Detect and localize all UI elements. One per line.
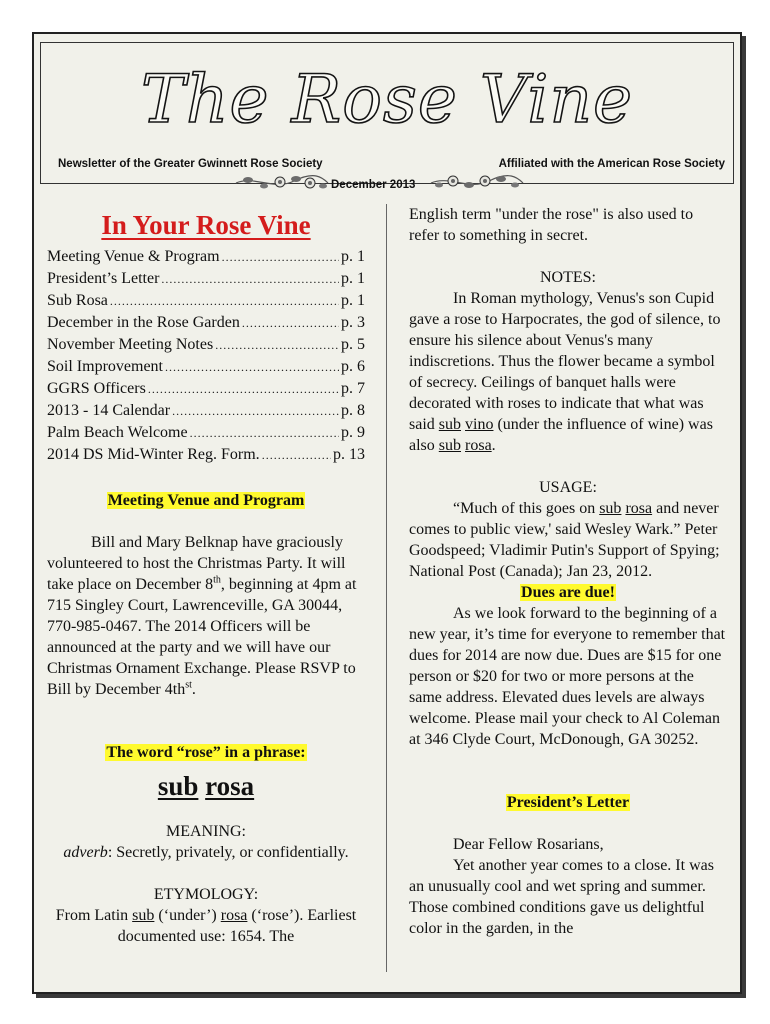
- toc-leader-dots: [148, 379, 339, 400]
- president-heading: [409, 792, 727, 813]
- meeting-text-2: , beginning at 4pm at 715 Singley Court, Lawrenceville, GA 30044, 770-985-0467. The 2014 Officers will be announced at the party and we will have our Christmas Ornament Exchange. Please RSVP to Bill by December 4th: [47, 576, 357, 698]
- notes-sub-1: sub: [438, 416, 462, 433]
- etym-rosa: rosa: [220, 907, 248, 924]
- toc-item: [47, 312, 365, 334]
- notes-paragraph: [409, 288, 727, 456]
- phrase-word-sub: sub: [157, 771, 199, 801]
- toc-item-page: p. 3: [341, 314, 365, 331]
- masthead: [40, 42, 734, 191]
- phrase-heading: [47, 742, 365, 763]
- meaning-part-of-speech: adverb: [63, 844, 108, 861]
- notes-part-c: .: [491, 437, 496, 454]
- toc-item: [47, 400, 365, 422]
- dues-heading: [409, 582, 727, 603]
- toc-item-page: p. 9: [341, 424, 365, 441]
- newsletter-title: The Rose Vine: [140, 61, 634, 138]
- toc-item: [47, 334, 365, 356]
- toc-leader-dots: [242, 313, 339, 334]
- toc-leader-dots: [172, 401, 339, 422]
- toc-leader-dots: [262, 445, 331, 466]
- toc-leader-dots: [190, 423, 339, 444]
- toc-item-label: November Meeting Notes: [47, 336, 214, 353]
- toc-item-label: 2013 - 14 Calendar: [47, 402, 171, 419]
- usage-heading: USAGE:: [539, 479, 597, 496]
- meeting-sup-2: st: [185, 679, 192, 691]
- toc-leader-dots: [161, 269, 339, 290]
- toc-item: [47, 356, 365, 378]
- toc-item-page: p. 13: [333, 446, 365, 463]
- toc-item-page: p. 1: [341, 292, 365, 309]
- newsletter-subtitle: Newsletter of the Greater Gwinnett Rose Society: [58, 158, 323, 170]
- column-divider: [386, 204, 387, 972]
- etym-part-c-left: (‘rose’). Earliest documented use: 1654. The: [117, 907, 357, 945]
- rose-vine-ornament-left-icon: [234, 171, 330, 193]
- issue-date: December 2013: [331, 179, 416, 191]
- toc-item-page: p. 1: [341, 270, 365, 287]
- notes-part-a: In Roman mythology, Venus's son Cupid gave a rose to Harpocrates, the god of silence, to ensure his silence about Venus's many indiscretions. Thus the flower became a symbol of secrecy. Ceilings of banquet halls were decorated with roses to indicate that what was said: [409, 290, 721, 433]
- dues-heading-text: Dues are due!: [521, 584, 615, 601]
- usage-part-b: and never comes to public view,' said Wesley Wark.” Peter Goodspeed; Vladimir Putin's Support of Spying; National Post (Canada); Jan 23, 2012.: [409, 500, 720, 580]
- toc-item-page: p. 5: [341, 336, 365, 353]
- affiliation-text: Affiliated with the American Rose Society: [498, 158, 725, 170]
- meeting-text-1: Bill and Mary Belknap have graciously volunteered to host the Christmas Party. It will take place on December 8: [47, 534, 346, 593]
- meaning-text: [47, 842, 365, 863]
- usage-part-a: “Much of this goes on: [453, 500, 600, 517]
- etymology-text-left: [47, 905, 365, 947]
- toc-item-label: 2014 DS Mid-Winter Reg. Form.: [47, 446, 260, 463]
- toc-item: [47, 246, 365, 268]
- notes-part-b: (under the influence of wine) was also: [409, 416, 713, 454]
- toc-item: [47, 378, 365, 400]
- meeting-heading-text: Meeting Venue and Program: [107, 492, 305, 509]
- right-column: [409, 204, 727, 939]
- meaning-definition: : Secretly, privately, or confidentially.: [107, 844, 349, 861]
- notes-vino: vino: [465, 416, 494, 433]
- newsletter-page: [32, 32, 742, 994]
- toc-item-label: Meeting Venue & Program: [47, 248, 220, 265]
- toc-item: [47, 444, 365, 466]
- toc-item: [47, 290, 365, 312]
- toc-item-page: p. 6: [341, 358, 365, 375]
- toc-item-label: Sub Rosa: [47, 292, 108, 309]
- toc-item: [47, 422, 365, 444]
- toc-leader-dots: [110, 291, 339, 312]
- toc-heading: In Your Rose Vine: [101, 210, 311, 240]
- toc-item: [47, 268, 365, 290]
- phrase-heading-text: The word “rose” in a phrase:: [106, 744, 306, 761]
- meeting-text-3: .: [191, 681, 196, 698]
- toc-leader-dots: [165, 357, 339, 378]
- toc-item-label: December in the Rose Garden: [47, 314, 240, 331]
- toc-item-label: President’s Letter: [47, 270, 160, 287]
- etymology-continued: [409, 204, 727, 246]
- usage-rosa: rosa: [625, 500, 653, 517]
- etym-part-c-right: English term "under the rose" is also used to refer to something in secret.: [409, 206, 694, 244]
- toc-item-label: Soil Improvement: [47, 358, 163, 375]
- date-row: [41, 171, 733, 193]
- etym-sub: sub: [132, 907, 155, 924]
- toc-item-page: p. 1: [341, 248, 365, 265]
- toc-item-label: GGRS Officers: [47, 380, 146, 397]
- toc-item-page: p. 8: [341, 402, 365, 419]
- usage-paragraph: [409, 498, 727, 582]
- president-paragraph: Yet another year comes to a close. It was an unusually cool and wet spring and summer. Those combined conditions gave us delightful color in the garden, in the: [409, 857, 714, 937]
- meeting-sup-1: th: [213, 574, 221, 586]
- notes-heading: NOTES:: [540, 269, 596, 286]
- etym-part-a: From Latin: [55, 907, 133, 924]
- rose-vine-ornament-right-icon: [429, 171, 525, 193]
- toc-leader-dots: [222, 247, 339, 268]
- president-greeting: Dear Fellow Rosarians,: [453, 836, 604, 853]
- toc-item-page: p. 7: [341, 380, 365, 397]
- etym-part-b: (‘under’): [154, 907, 221, 924]
- president-heading-text: President’s Letter: [506, 794, 630, 811]
- table-of-contents: [47, 246, 365, 466]
- left-column: [47, 202, 365, 947]
- phrase-title: [47, 769, 365, 803]
- phrase-word-rosa: rosa: [205, 771, 255, 801]
- notes-sub-2: sub: [438, 437, 462, 454]
- usage-sub: sub: [599, 500, 622, 517]
- meeting-heading: [47, 490, 365, 511]
- notes-rosa: rosa: [465, 437, 492, 454]
- toc-leader-dots: [215, 335, 339, 356]
- meaning-heading: MEANING:: [166, 823, 246, 840]
- etymology-heading: ETYMOLOGY:: [153, 886, 259, 903]
- dues-paragraph: As we look forward to the beginning of a new year, it’s time for everyone to remember that dues for 2014 are now due. Dues are $15 for one person or $20 for two or more persons at the same address. Elevated dues levels are always welcome. Please mail your check to Al Coleman at 346 Clyde Court, McDonough, GA 30252.: [409, 605, 726, 748]
- toc-item-label: Palm Beach Welcome: [47, 424, 188, 441]
- meeting-paragraph: [47, 532, 365, 700]
